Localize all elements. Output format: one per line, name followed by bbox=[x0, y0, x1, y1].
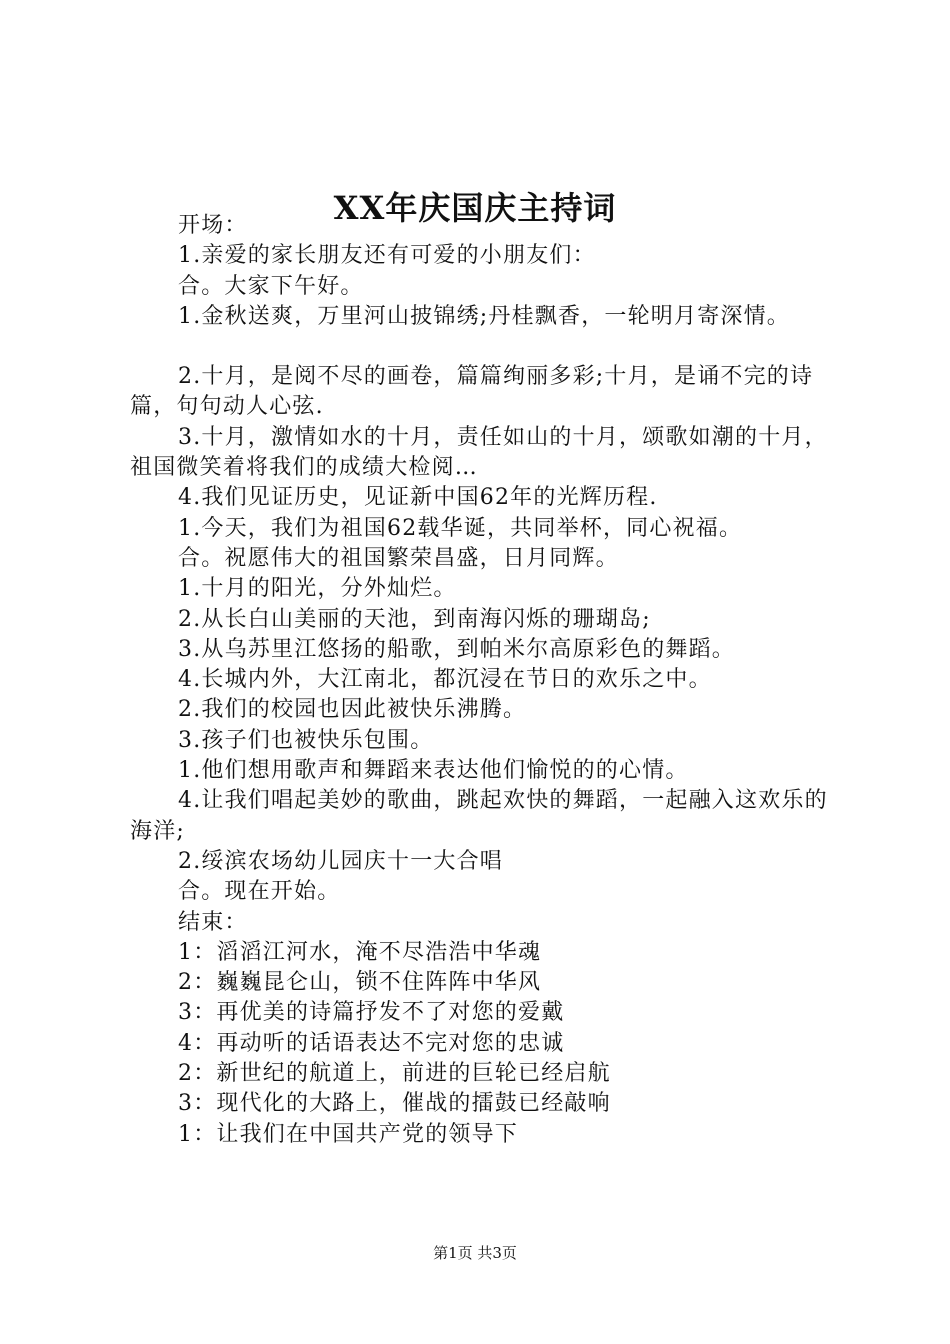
paragraph: 合。现在开始。 bbox=[178, 879, 341, 905]
paragraph: 4.让我们唱起美妙的歌曲，跳起欢快的舞蹈，一起融入这欢乐的海洋; bbox=[130, 788, 828, 844]
paragraph: 3.十月，激情如水的十月，责任如山的十月，颂歌如潮的十月，祖国微笑着将我们的成绩大检阅… bbox=[130, 424, 828, 481]
paragraph: 3.孩子们也被快乐包围。 bbox=[178, 727, 434, 753]
paragraph: 4.我们见证历史，见证新中国62年的光辉历程. bbox=[178, 485, 658, 511]
paragraph: 2：新世纪的航道上，前进的巨轮已经启航 bbox=[178, 1061, 611, 1087]
paragraph: 2.从长白山美丽的天池，到南海闪烁的珊瑚岛; bbox=[178, 606, 651, 632]
paragraph: 1.亲爱的家长朋友还有可爱的小朋友们： bbox=[178, 243, 596, 269]
page-title: XX年庆国庆主持词 bbox=[333, 189, 617, 227]
paragraph: 1.今天，我们为祖国62载华诞，共同举杯，同心祝福。 bbox=[178, 515, 743, 541]
paragraph: 1：让我们在中国共产党的领导下 bbox=[178, 1121, 518, 1147]
paragraph: 3：现代化的大路上，催战的擂鼓已经敲响 bbox=[178, 1091, 611, 1117]
paragraph: 1.他们想用歌声和舞蹈来表达他们愉悦的的心情。 bbox=[178, 758, 689, 784]
paragraph: 3：再优美的诗篇抒发不了对您的爱戴 bbox=[178, 1000, 565, 1026]
paragraph: 2：巍巍昆仑山，锁不住阵阵中华风 bbox=[178, 970, 542, 996]
paragraph: 开场： bbox=[178, 213, 248, 238]
paragraph: 4.长城内外，大江南北，都沉浸在节日的欢乐之中。 bbox=[178, 667, 712, 693]
document-body bbox=[130, 211, 842, 1150]
paragraph: 1.金秋送爽，万里河山披锦绣;丹桂飘香，一轮明月寄深情。 bbox=[178, 303, 791, 329]
paragraph: 1.十月的阳光，分外灿烂。 bbox=[178, 576, 457, 602]
paragraph: 2.十月，是阅不尽的画卷，篇篇绚丽多彩;十月，是诵不完的诗篇，句句动人心弦. bbox=[130, 364, 814, 420]
paragraph: 4：再动听的话语表达不完对您的忠诚 bbox=[178, 1030, 565, 1056]
paragraph: 2.绥滨农场幼儿园庆十一大合唱 bbox=[178, 848, 503, 874]
paragraph: 2.我们的校园也因此被快乐沸腾。 bbox=[178, 697, 527, 723]
paragraph: 合。祝愿伟大的祖国繁荣昌盛，日月同辉。 bbox=[178, 545, 619, 571]
paragraph: 合。大家下午好。 bbox=[178, 273, 364, 299]
paragraph: 结束： bbox=[178, 909, 248, 935]
page-number-footer: 第1页 共3页 bbox=[433, 1244, 517, 1262]
paragraph: 3.从乌苏里江悠扬的船歌，到帕米尔高原彩色的舞蹈。 bbox=[178, 636, 735, 662]
paragraph: 1：滔滔江河水，淹不尽浩浩中华魂 bbox=[178, 939, 542, 965]
